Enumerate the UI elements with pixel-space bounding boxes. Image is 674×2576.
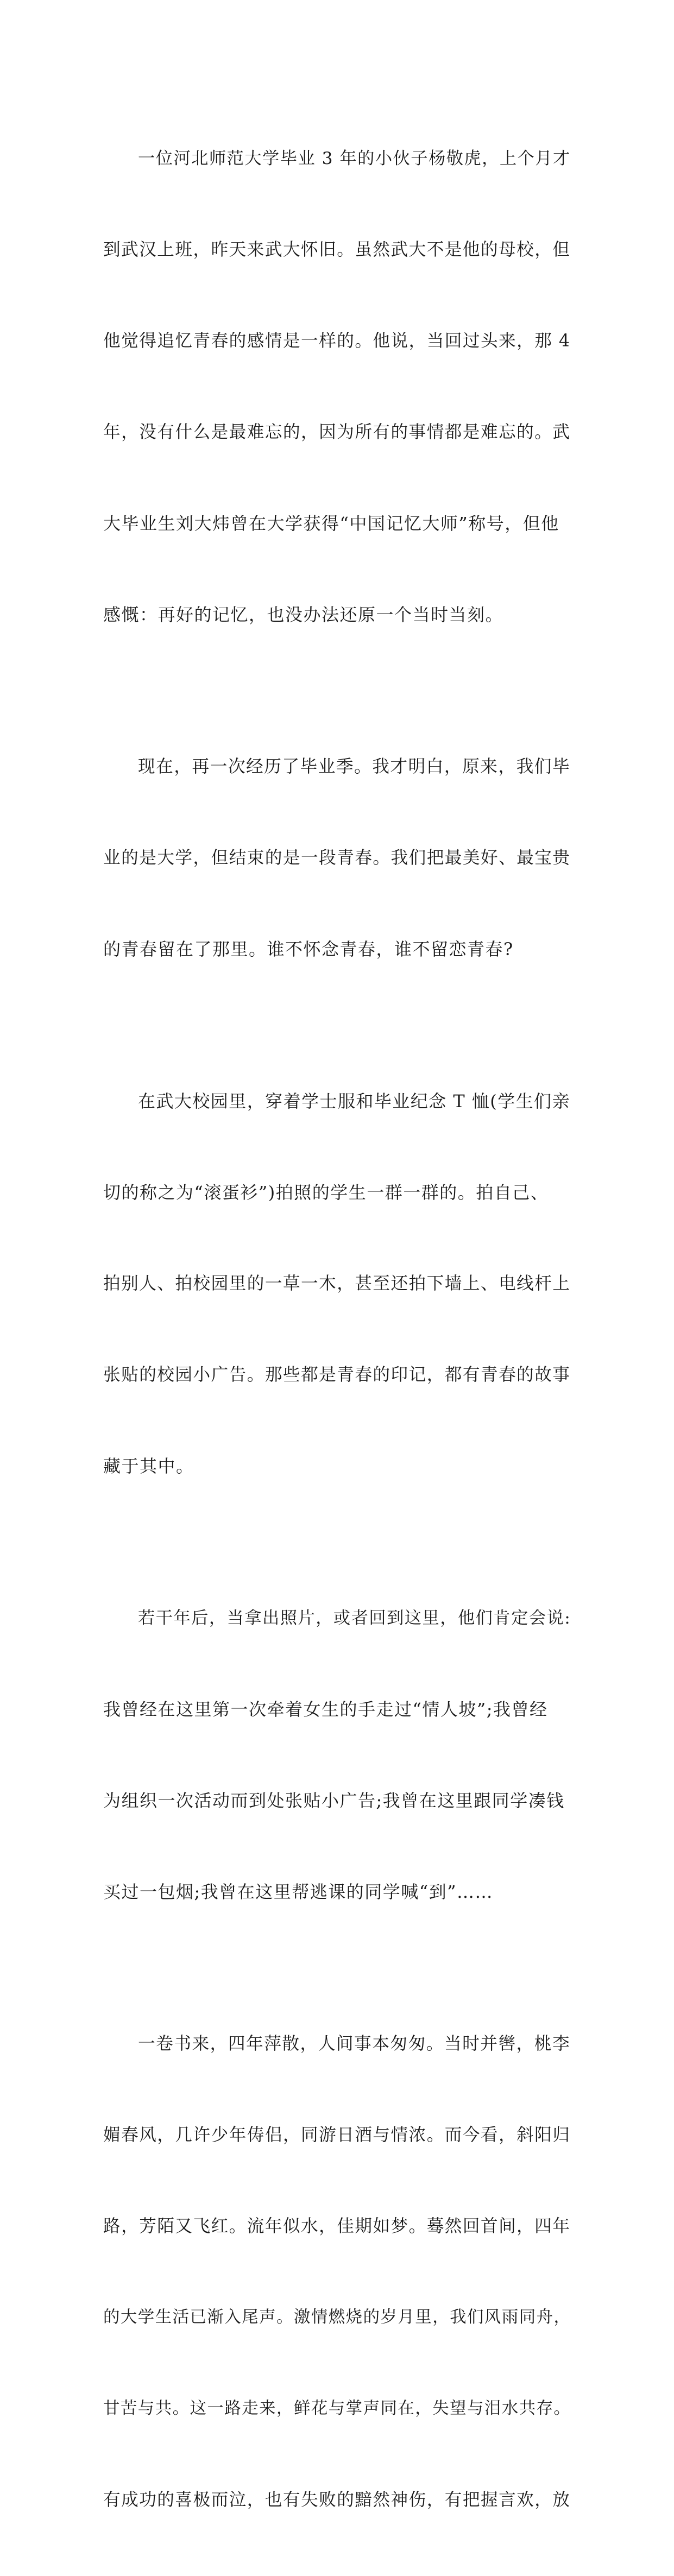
text-line: 现在，再一次经历了毕业季。我才明白，原来，我们毕 bbox=[138, 757, 571, 776]
text-line: 到武汉上班，昨天来武大怀旧。虽然武大不是他的母校，但 bbox=[103, 240, 571, 260]
text-line: 甘苦与共。这一路走来，鲜花与掌声同在，失望与泪水共存。 bbox=[103, 2399, 571, 2418]
text-line: 业的是大学，但结束的是一段青春。我们把最美好、最宝贵 bbox=[103, 848, 571, 868]
text-line: 张贴的校园小广告。那些都是青春的印记，都有青春的故事 bbox=[103, 1365, 571, 1385]
text-line: 的大学生活已渐入尾声。激情燃烧的岁月里，我们风雨同舟， bbox=[103, 2308, 571, 2327]
text-line: 为组织一次活动而到处张贴小广告;我曾在这里跟同学凑钱 bbox=[103, 1790, 565, 1811]
text-line: 路，芳陌又飞红。流年似水，佳期如梦。蓦然回首间，四年 bbox=[103, 2217, 571, 2236]
paragraph-5 bbox=[103, 1968, 570, 2576]
text-line: 若干年后，当拿出照片，或者回到这里，他们肯定会说: bbox=[138, 1608, 571, 1628]
text-line: 感慨：再好的记忆，也没办法还原一个当时当刻。 bbox=[103, 604, 504, 625]
document-body bbox=[103, 83, 570, 2576]
text-line: 大毕业生刘大炜曾在大学获得“中国记忆大师”称号，但他 bbox=[103, 513, 559, 534]
text-line: 一位河北师范大学毕业 3 年的小伙子杨敬虎，上个月才 bbox=[138, 149, 571, 168]
text-line: 买过一包烟;我曾在这里帮逃课的同学喊“到”…… bbox=[103, 1882, 494, 1902]
text-line: 拍别人、拍校园里的一草一木，甚至还拍下墙上、电线杆上 bbox=[103, 1274, 571, 1293]
paragraph-3 bbox=[103, 1025, 570, 1542]
paragraph-2 bbox=[103, 691, 570, 1025]
text-line: 媚春风，几许少年俦侣，同游日酒与情浓。而今看，斜阳归 bbox=[103, 2125, 571, 2145]
text-line: 在武大校园里，穿着学士服和毕业纪念 T 恤(学生们亲 bbox=[138, 1091, 571, 1112]
text-line: 我曾经在这里第一次牵着女生的手走过“情人坡”;我曾经 bbox=[103, 1699, 548, 1720]
text-line: 年，没有什么是最难忘的，因为所有的事情都是难忘的。武 bbox=[103, 422, 571, 442]
text-line: 的青春留在了那里。谁不怀念青春，谁不留恋青春? bbox=[103, 939, 514, 959]
text-line: 他觉得追忆青春的感情是一样的。他说，当回过头来，那 4 bbox=[103, 331, 571, 351]
text-line: 藏于其中。 bbox=[103, 1456, 194, 1476]
text-line: 切的称之为“滚蛋衫”)拍照的学生一群一群的。拍自己、 bbox=[103, 1182, 549, 1203]
text-line: 一卷书来，四年萍散，人间事本匆匆。当时并辔，桃李 bbox=[138, 2034, 571, 2054]
paragraph-1 bbox=[103, 83, 570, 691]
text-line: 有成功的喜极而泣，也有失败的黯然神伤，有把握言欢，放 bbox=[103, 2490, 571, 2510]
paragraph-4 bbox=[103, 1542, 570, 1968]
